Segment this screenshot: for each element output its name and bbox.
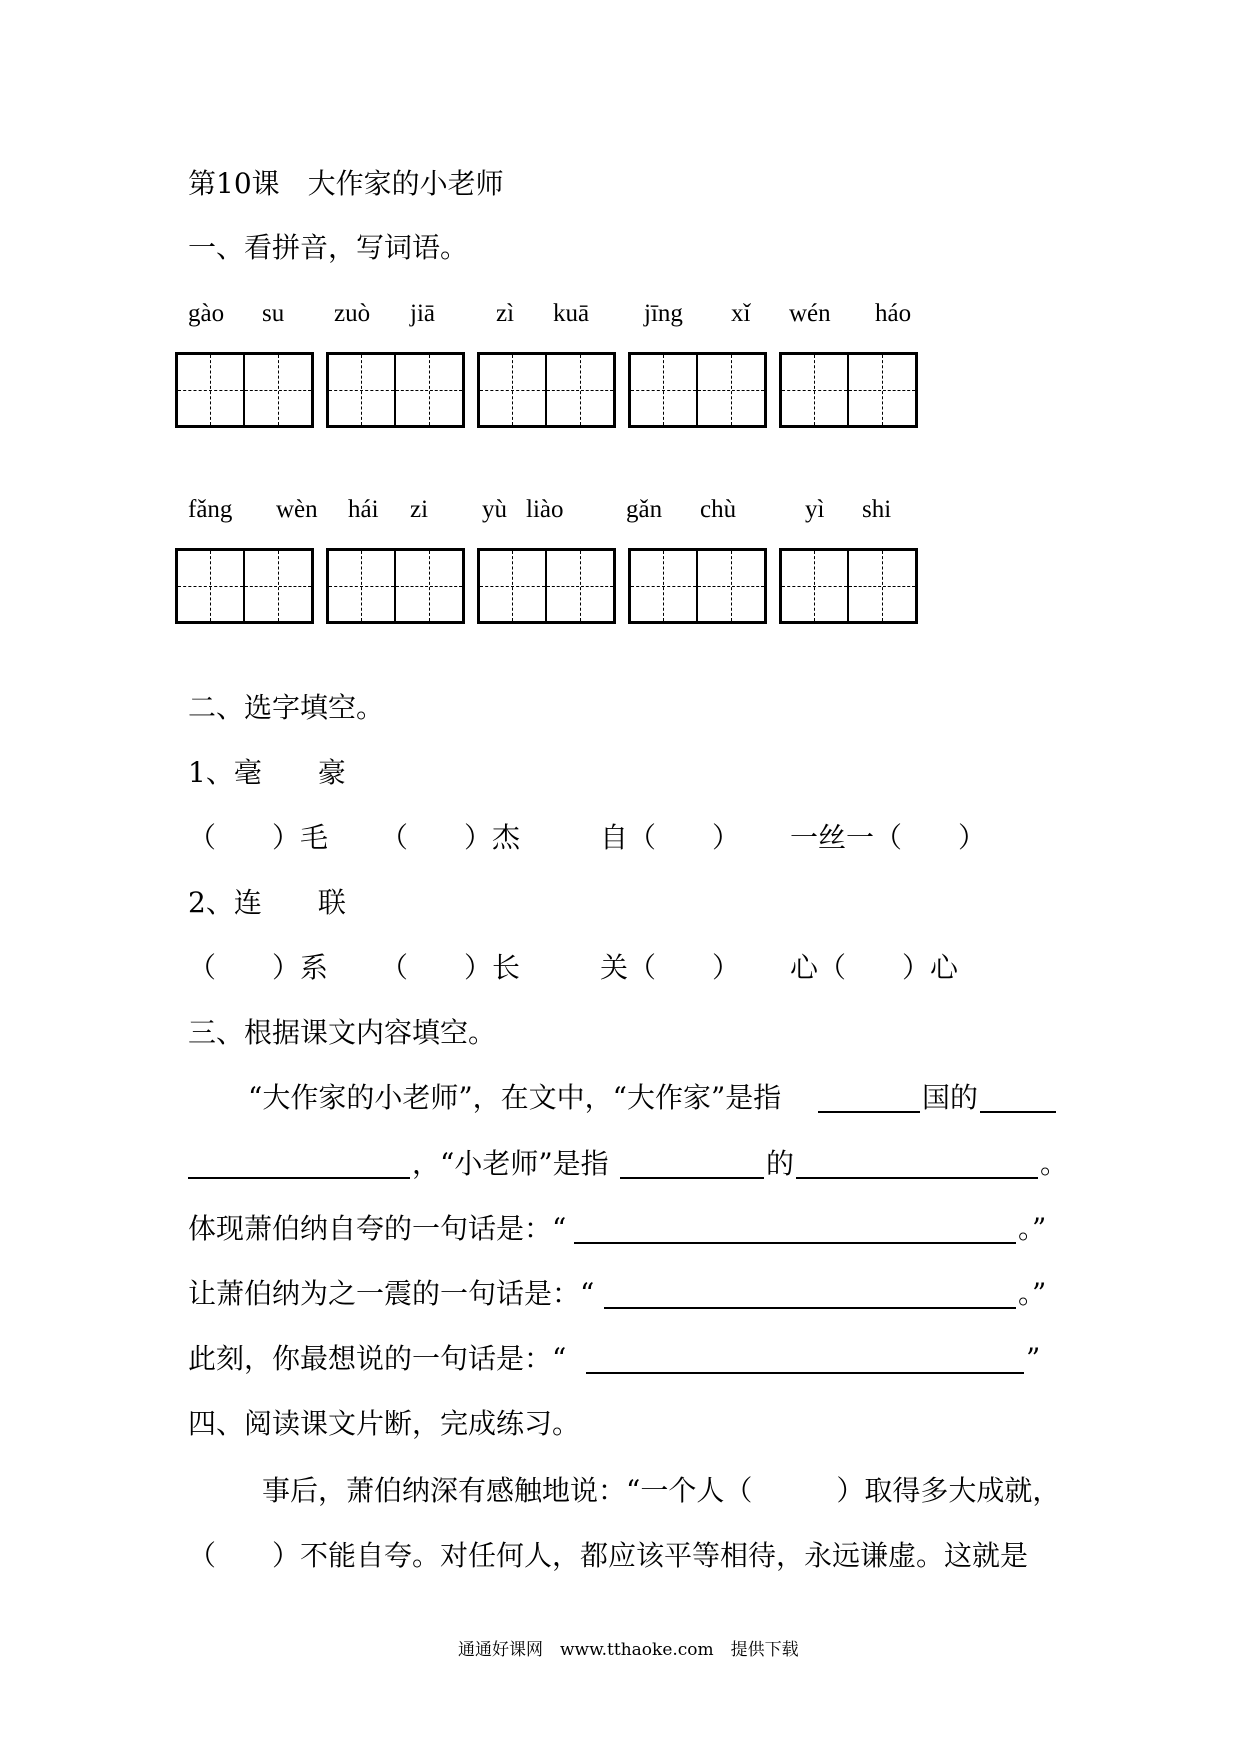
fill-blank-item[interactable]: 关（ ） — [600, 951, 741, 984]
answer-blank[interactable] — [796, 1177, 1038, 1179]
paragraph-text: ，“小老师”是指 — [412, 1147, 609, 1180]
pinyin: shi — [862, 496, 892, 523]
pinyin: kuā — [553, 300, 590, 327]
page-title: 第10课 大作家的小老师 — [188, 167, 504, 200]
footer-credit: 通通好课网 www.tthaoke.com 提供下载 — [458, 1640, 799, 1660]
answer-blank[interactable] — [604, 1307, 1016, 1309]
fill-blank-item[interactable]: 自（ ） — [600, 821, 741, 854]
pinyin: jiā — [410, 300, 435, 327]
writing-box[interactable] — [779, 548, 918, 624]
fill-blank-item[interactable]: 一丝一（ ） — [790, 821, 987, 854]
question-1-label: 1、毫 豪 — [188, 756, 346, 789]
pinyin: xǐ — [731, 300, 751, 327]
pinyin: zuò — [334, 300, 371, 327]
question-text: 此刻，你最想说的一句话是：“ — [188, 1342, 567, 1375]
pinyin: chù — [700, 496, 737, 523]
question-2-label: 2、连 联 — [188, 886, 346, 919]
pinyin: jīng — [644, 300, 683, 327]
writing-box[interactable] — [628, 548, 767, 624]
fill-blank-item[interactable]: 心（ ）心 — [790, 951, 959, 984]
writing-box[interactable] — [477, 548, 616, 624]
pinyin: gǎn — [626, 496, 663, 523]
writing-box[interactable] — [779, 352, 918, 428]
pinyin: zì — [496, 300, 515, 327]
question-text: 。” — [1018, 1212, 1047, 1245]
paragraph-text: 。 — [1040, 1147, 1069, 1180]
paragraph-text: 的 — [766, 1147, 795, 1180]
question-text: 让萧伯纳为之一震的一句话是：“ — [188, 1277, 595, 1310]
writing-box[interactable] — [175, 548, 314, 624]
fill-blank-item[interactable]: （ ）系 — [188, 951, 329, 984]
fill-blank-item[interactable]: （ ）长 — [380, 951, 521, 984]
answer-blank[interactable] — [574, 1242, 1016, 1244]
section-4-heading: 四、阅读课文片断，完成练习。 — [188, 1407, 581, 1440]
writing-box[interactable] — [326, 548, 465, 624]
writing-box[interactable] — [628, 352, 767, 428]
section-3-heading: 三、根据课文内容填空。 — [188, 1016, 497, 1049]
writing-box[interactable] — [175, 352, 314, 428]
fill-blank-item[interactable]: （ ）杰 — [380, 821, 521, 854]
reading-passage-line: 事后，萧伯纳深有感触地说：“一个人（ ）取得多大成就， — [262, 1474, 1061, 1507]
pinyin: su — [262, 300, 285, 327]
paragraph-text: “大作家的小老师”，在文中，“大作家”是指 — [248, 1081, 782, 1114]
pinyin: yì — [805, 496, 825, 523]
pinyin: zi — [410, 496, 429, 523]
pinyin: liào — [526, 496, 564, 523]
pinyin: yù — [482, 496, 507, 523]
writing-box[interactable] — [326, 352, 465, 428]
section-1-heading: 一、看拼音，写词语。 — [188, 231, 469, 264]
question-text: ” — [1026, 1342, 1041, 1375]
section-2-heading: 二、选字填空。 — [188, 691, 385, 724]
writing-box[interactable] — [477, 352, 616, 428]
answer-blank[interactable] — [586, 1372, 1024, 1374]
question-text: 。” — [1018, 1277, 1047, 1310]
paragraph-text: 国的 — [922, 1081, 979, 1114]
pinyin: háo — [875, 300, 912, 327]
fill-blank-item[interactable]: （ ）毛 — [188, 821, 329, 854]
answer-blank[interactable] — [818, 1111, 920, 1113]
pinyin: gào — [188, 300, 225, 327]
answer-blank[interactable] — [188, 1177, 410, 1179]
pinyin: hái — [348, 496, 379, 523]
reading-passage-line: （ ）不能自夸。对任何人，都应该平等相待，永远谦虚。这就是 — [188, 1539, 1029, 1572]
pinyin: fǎng — [188, 496, 233, 523]
question-text: 体现萧伯纳自夸的一句话是：“ — [188, 1212, 567, 1245]
pinyin: wèn — [276, 496, 318, 523]
answer-blank[interactable] — [980, 1111, 1056, 1113]
pinyin: wén — [789, 300, 831, 327]
answer-blank[interactable] — [620, 1177, 764, 1179]
